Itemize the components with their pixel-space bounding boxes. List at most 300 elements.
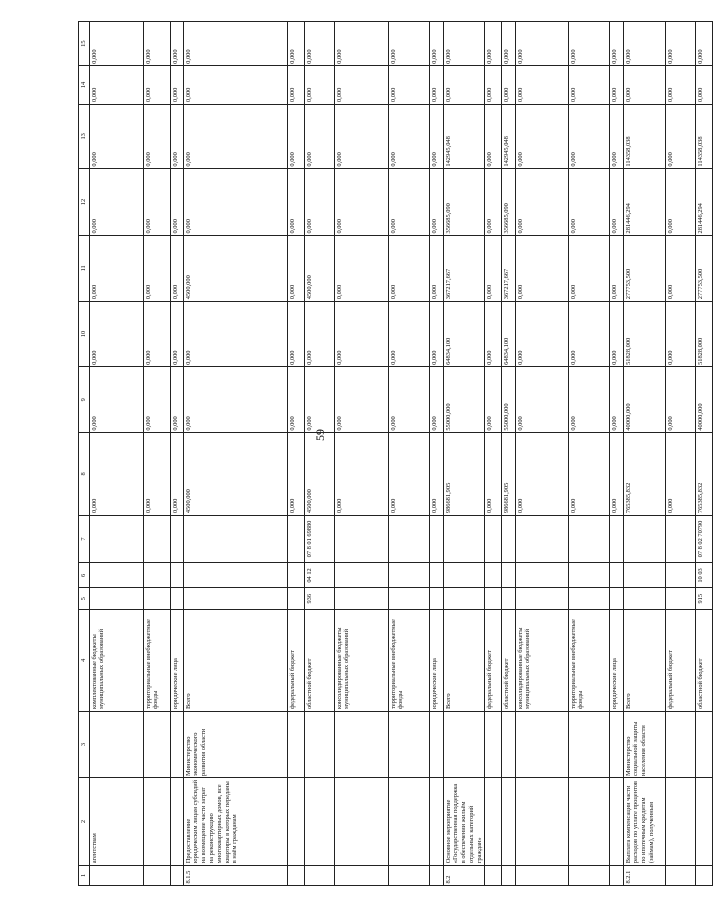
table-row [288, 22, 305, 886]
table-cell: территориальные внебюджетные фонды [144, 609, 171, 711]
column-number: 4 [79, 609, 90, 711]
table-cell [610, 563, 624, 588]
table-cell: 936 [305, 588, 335, 610]
table-cell [502, 515, 516, 563]
table-row [696, 22, 713, 886]
table-cell: 367217,667 [444, 235, 485, 301]
table-cell: 0,000 [90, 433, 144, 515]
table-cell: 114358,038 [696, 104, 713, 169]
table-cell: 0,000 [288, 235, 305, 301]
table-cell: 0,000 [90, 301, 144, 367]
table-cell [666, 865, 696, 885]
table-cell: Выплата компенсации части расходов по уплате процентов по ипотечным кредитам (займам), полученным [624, 778, 666, 865]
table-cell: Основное мероприятие «Государственная поддержка в обеспечении жильём отдельных категорий граждан» [444, 778, 485, 865]
table-cell: 4500,000 [184, 235, 288, 301]
table-cell: 0,000 [485, 66, 502, 104]
table-cell: 0,000 [624, 22, 666, 66]
table-cell: 0,000 [335, 433, 389, 515]
table-cell: 0,000 [516, 301, 569, 367]
table-cell: 64834,100 [444, 301, 485, 367]
table-cell [144, 588, 171, 610]
table-cell [502, 865, 516, 885]
table-cell: 0,000 [171, 367, 184, 433]
table-cell [335, 778, 389, 865]
table-cell: 8.2.1 [624, 865, 666, 885]
table-cell: областной бюджет [502, 609, 516, 711]
table-cell [610, 865, 624, 885]
table-cell: 765385,832 [696, 433, 713, 515]
table-cell [485, 865, 502, 885]
table-cell: 0,000 [144, 301, 171, 367]
table-cell: юридические лица [610, 609, 624, 711]
table-cell [569, 515, 610, 563]
table-cell: 51828,000 [696, 301, 713, 367]
table-cell [171, 588, 184, 610]
table-cell: 4500,000 [305, 235, 335, 301]
table-cell [430, 865, 444, 885]
table-cell: 0,000 [516, 433, 569, 515]
table-cell: 51828,000 [624, 301, 666, 367]
table-cell: 0,000 [610, 235, 624, 301]
table-row [516, 22, 569, 886]
table-cell [288, 778, 305, 865]
column-number: 7 [79, 515, 90, 563]
table-row [305, 22, 335, 886]
table-cell: 0,000 [569, 169, 610, 236]
table-cell: 07 8 01 69880 [305, 515, 335, 563]
table-cell: 0,000 [516, 367, 569, 433]
table-cell: Всего [624, 609, 666, 711]
table-cell: 0,000 [144, 169, 171, 236]
table-cell: 0,000 [430, 367, 444, 433]
table-cell: 0,000 [144, 22, 171, 66]
table-cell [389, 563, 430, 588]
table-cell [90, 563, 144, 588]
table-cell: 40000,000 [696, 367, 713, 433]
table-row [184, 22, 288, 886]
table-cell [171, 711, 184, 778]
table-cell [335, 865, 389, 885]
table-cell: 0,000 [516, 22, 569, 66]
table-cell: 0,000 [666, 433, 696, 515]
table-cell: 0,000 [171, 301, 184, 367]
table-cell: 0,000 [335, 104, 389, 169]
header-row [79, 22, 90, 886]
table-cell [666, 588, 696, 610]
table-cell: 0,000 [569, 301, 610, 367]
table-cell [696, 778, 713, 865]
table-cell: 0,000 [666, 66, 696, 104]
table-cell: 0,000 [335, 367, 389, 433]
table-cell [430, 515, 444, 563]
table-cell: 64834,100 [502, 301, 516, 367]
table-cell [569, 588, 610, 610]
table-cell: 0,000 [335, 169, 389, 236]
table-cell [569, 711, 610, 778]
table-cell [696, 865, 713, 885]
table-cell: 0,000 [610, 104, 624, 169]
table-cell: 142945,048 [444, 104, 485, 169]
table-cell: 0,000 [610, 433, 624, 515]
table-cell: 281446,294 [624, 169, 666, 236]
table-cell [305, 865, 335, 885]
table-row [485, 22, 502, 886]
table-cell: 0,000 [485, 301, 502, 367]
table-cell: 0,000 [90, 235, 144, 301]
table-cell: 0,000 [288, 367, 305, 433]
table-cell: юридические лица [430, 609, 444, 711]
table-cell: 0,000 [696, 66, 713, 104]
table-cell: 986681,905 [502, 433, 516, 515]
table-cell: 0,000 [666, 169, 696, 236]
table-cell: 55000,000 [444, 367, 485, 433]
table-cell: 0,000 [90, 22, 144, 66]
table-cell: 0,000 [144, 104, 171, 169]
table-cell [171, 865, 184, 885]
column-number: 15 [79, 22, 90, 66]
column-number: 1 [79, 865, 90, 885]
table-cell: консолидированные бюджеты муниципальных образований [516, 609, 569, 711]
table-cell: 0,000 [389, 169, 430, 236]
table-cell: 0,000 [305, 169, 335, 236]
table-cell [666, 515, 696, 563]
table-cell: 0,000 [389, 22, 430, 66]
table-cell: 0,000 [335, 235, 389, 301]
table-cell [485, 588, 502, 610]
table-cell: 0,000 [184, 169, 288, 236]
table-cell: 4500,000 [305, 433, 335, 515]
table-cell: 0,000 [666, 301, 696, 367]
table-row [502, 22, 516, 886]
table-row [666, 22, 696, 886]
table-cell: 0,000 [516, 235, 569, 301]
table-cell: 0,000 [610, 66, 624, 104]
table-cell: 114358,038 [624, 104, 666, 169]
table-cell [389, 588, 430, 610]
table-cell: 0,000 [288, 66, 305, 104]
table-cell [144, 778, 171, 865]
table-cell [389, 711, 430, 778]
table-cell [389, 778, 430, 865]
table-cell: 0,000 [335, 66, 389, 104]
table-cell: 986681,905 [444, 433, 485, 515]
table-cell [90, 711, 144, 778]
table-cell [516, 711, 569, 778]
table-cell: 0,000 [502, 66, 516, 104]
table-cell [444, 563, 485, 588]
table-row [624, 22, 666, 886]
table-cell [516, 778, 569, 865]
table-cell: 0,000 [485, 367, 502, 433]
table-cell [569, 778, 610, 865]
table-cell [144, 865, 171, 885]
table-cell [444, 515, 485, 563]
table-cell: 07 8 02 70790 [696, 515, 713, 563]
table-cell: 0,000 [696, 22, 713, 66]
table-cell: 0,000 [569, 235, 610, 301]
table-cell [184, 563, 288, 588]
table-cell [430, 588, 444, 610]
table-cell [666, 778, 696, 865]
table-cell: 765385,832 [624, 433, 666, 515]
table-cell: 0,000 [502, 22, 516, 66]
table-cell [516, 865, 569, 885]
column-number: 11 [79, 235, 90, 301]
column-number: 10 [79, 301, 90, 367]
column-number: 9 [79, 367, 90, 433]
table-cell: 0,000 [288, 433, 305, 515]
table-cell: 0,000 [516, 169, 569, 236]
table-cell [430, 711, 444, 778]
table-cell: 0,000 [171, 22, 184, 66]
table-cell: 0,000 [624, 66, 666, 104]
table-cell: 0,000 [610, 169, 624, 236]
table-cell: 142945,048 [502, 104, 516, 169]
table-cell [485, 563, 502, 588]
table-cell: Всего [444, 609, 485, 711]
table-row [389, 22, 430, 886]
table-cell [485, 778, 502, 865]
column-number: 2 [79, 778, 90, 865]
table-cell [90, 588, 144, 610]
table-cell: 0,000 [444, 22, 485, 66]
table-cell [610, 588, 624, 610]
table-cell [516, 515, 569, 563]
table-cell: 0,000 [389, 367, 430, 433]
table-cell [335, 711, 389, 778]
table-cell: 0,000 [184, 22, 288, 66]
table-cell: 0,000 [389, 66, 430, 104]
table-cell: 0,000 [305, 301, 335, 367]
table-cell: 0,000 [430, 169, 444, 236]
table-cell [90, 515, 144, 563]
table-cell: 277753,500 [624, 235, 666, 301]
table-cell [144, 711, 171, 778]
table-cell: 0,000 [90, 169, 144, 236]
table-cell [516, 563, 569, 588]
table-cell: 0,000 [90, 367, 144, 433]
table-cell: 0,000 [389, 433, 430, 515]
table-row [90, 22, 144, 886]
table-cell: территориальные внебюджетные фонды [389, 609, 430, 711]
table-cell: 0,000 [430, 104, 444, 169]
table-row [144, 22, 171, 886]
table-cell: Всего [184, 609, 288, 711]
table-cell: 0,000 [485, 433, 502, 515]
table-cell: территориальные внебюджетные фонды [569, 609, 610, 711]
table-cell: 0,000 [610, 301, 624, 367]
table-cell: 281446,294 [696, 169, 713, 236]
table-cell: 0,000 [144, 367, 171, 433]
table-cell: 0,000 [569, 66, 610, 104]
table-cell: 0,000 [666, 235, 696, 301]
table-cell: Министерство экономического развития области [184, 711, 288, 778]
table-cell: 0,000 [171, 104, 184, 169]
table-cell: 0,000 [144, 66, 171, 104]
table-cell [144, 563, 171, 588]
table-cell: 0,000 [288, 22, 305, 66]
table-cell: 0,000 [184, 104, 288, 169]
table-cell: 0,000 [516, 66, 569, 104]
table-cell: 0,000 [485, 235, 502, 301]
table-cell: 0,000 [389, 104, 430, 169]
table-row [610, 22, 624, 886]
column-number: 12 [79, 169, 90, 236]
table-cell: федеральный бюджет [485, 609, 502, 711]
table-cell: 277753,500 [696, 235, 713, 301]
table-cell: 0,000 [305, 104, 335, 169]
table-cell: 0,000 [171, 169, 184, 236]
column-number: 5 [79, 588, 90, 610]
table-cell: 8.1.5 [184, 865, 288, 885]
table-cell: 8.2 [444, 865, 485, 885]
table-cell: 0,000 [335, 22, 389, 66]
table-cell [666, 711, 696, 778]
table-cell: 0,000 [184, 66, 288, 104]
table-row [430, 22, 444, 886]
column-number: 14 [79, 66, 90, 104]
table-cell: 0,000 [444, 66, 485, 104]
table-cell: Предоставление юридическим лицам субсидий на возмещение части затрат на реконструкцию многоквартирных домов, все квартиры в которых переданы в наём гражданам [184, 778, 288, 865]
table-cell: 0,000 [184, 367, 288, 433]
table-cell [430, 778, 444, 865]
table-cell [288, 563, 305, 588]
table-cell [335, 563, 389, 588]
table-cell [502, 778, 516, 865]
table-cell [569, 563, 610, 588]
table-cell: 0,000 [288, 169, 305, 236]
table-cell: агентствам [90, 778, 144, 865]
table-cell: 0,000 [485, 22, 502, 66]
table-cell: 0,000 [430, 235, 444, 301]
table-cell: 0,000 [485, 169, 502, 236]
table-cell [184, 515, 288, 563]
table-cell [502, 563, 516, 588]
table-cell [305, 778, 335, 865]
table-cell [610, 711, 624, 778]
table-cell: 0,000 [430, 433, 444, 515]
table-cell: 0,000 [288, 104, 305, 169]
table-cell: федеральный бюджет [288, 609, 305, 711]
page-number: 59 [313, 429, 327, 441]
table-cell: федеральный бюджет [666, 609, 696, 711]
table-cell: 10 03 [696, 563, 713, 588]
table-cell [430, 563, 444, 588]
table-cell: юридические лица [171, 609, 184, 711]
table-cell [305, 711, 335, 778]
table-cell [288, 865, 305, 885]
table-row [171, 22, 184, 886]
table-cell: 0,000 [171, 433, 184, 515]
table-cell: 0,000 [516, 104, 569, 169]
table-cell: 0,000 [389, 235, 430, 301]
table-cell: 0,000 [305, 367, 335, 433]
table-cell: 0,000 [335, 301, 389, 367]
table-cell: 0,000 [90, 104, 144, 169]
table-cell [389, 515, 430, 563]
table-cell [624, 563, 666, 588]
table-cell [171, 563, 184, 588]
table-cell: 55000,000 [502, 367, 516, 433]
table-cell [335, 515, 389, 563]
table-cell: 04 12 [305, 563, 335, 588]
table-cell [90, 865, 144, 885]
column-number: 3 [79, 711, 90, 778]
table-cell: 0,000 [90, 66, 144, 104]
table-cell: 0,000 [305, 66, 335, 104]
table-cell: комплектованные бюджеты муниципальных образований [90, 609, 144, 711]
table-cell [171, 515, 184, 563]
table-cell: 0,000 [288, 301, 305, 367]
table-cell [696, 711, 713, 778]
table-cell: Министерство социальной защиты населения области [624, 711, 666, 778]
table-cell: 0,000 [666, 22, 696, 66]
table-cell: 0,000 [171, 235, 184, 301]
table-cell: 915 [696, 588, 713, 610]
table-row [444, 22, 485, 886]
table-cell [516, 588, 569, 610]
budget-table [78, 21, 713, 886]
table-cell [444, 588, 485, 610]
table-cell [569, 865, 610, 885]
table-cell [144, 515, 171, 563]
table-cell: 0,000 [430, 301, 444, 367]
table-cell: 356685,090 [502, 169, 516, 236]
table-cell: областной бюджет [696, 609, 713, 711]
table-cell: 0,000 [569, 104, 610, 169]
table-cell [288, 588, 305, 610]
table-cell [288, 515, 305, 563]
table-cell: областной бюджет [305, 609, 335, 711]
table-cell: 0,000 [569, 367, 610, 433]
table-cell: 0,000 [389, 301, 430, 367]
column-number: 13 [79, 104, 90, 169]
table-cell: 0,000 [430, 66, 444, 104]
table-cell: 40000,000 [624, 367, 666, 433]
table-cell [171, 778, 184, 865]
table-cell: 0,000 [610, 367, 624, 433]
table-cell [444, 711, 485, 778]
table-cell: 0,000 [569, 433, 610, 515]
table-cell [288, 711, 305, 778]
table-cell [335, 588, 389, 610]
table-cell [389, 865, 430, 885]
table-cell [485, 515, 502, 563]
table-cell: 0,000 [305, 22, 335, 66]
table-cell [624, 515, 666, 563]
rotated-page [78, 21, 704, 886]
table-cell [502, 711, 516, 778]
table-cell: 0,000 [144, 433, 171, 515]
table-cell: 0,000 [569, 22, 610, 66]
table-cell: 0,000 [610, 22, 624, 66]
column-number: 8 [79, 433, 90, 515]
column-number: 6 [79, 563, 90, 588]
table-cell: 0,000 [666, 104, 696, 169]
table-row [335, 22, 389, 886]
table-cell: 4500,000 [184, 433, 288, 515]
table-cell [624, 588, 666, 610]
table-cell: 356685,090 [444, 169, 485, 236]
table-cell [666, 563, 696, 588]
table-cell: 0,000 [666, 367, 696, 433]
table-cell: 0,000 [485, 104, 502, 169]
table-cell: 0,000 [184, 301, 288, 367]
table-cell: 0,000 [171, 66, 184, 104]
table-cell [610, 515, 624, 563]
table-cell [610, 778, 624, 865]
table-cell [485, 711, 502, 778]
